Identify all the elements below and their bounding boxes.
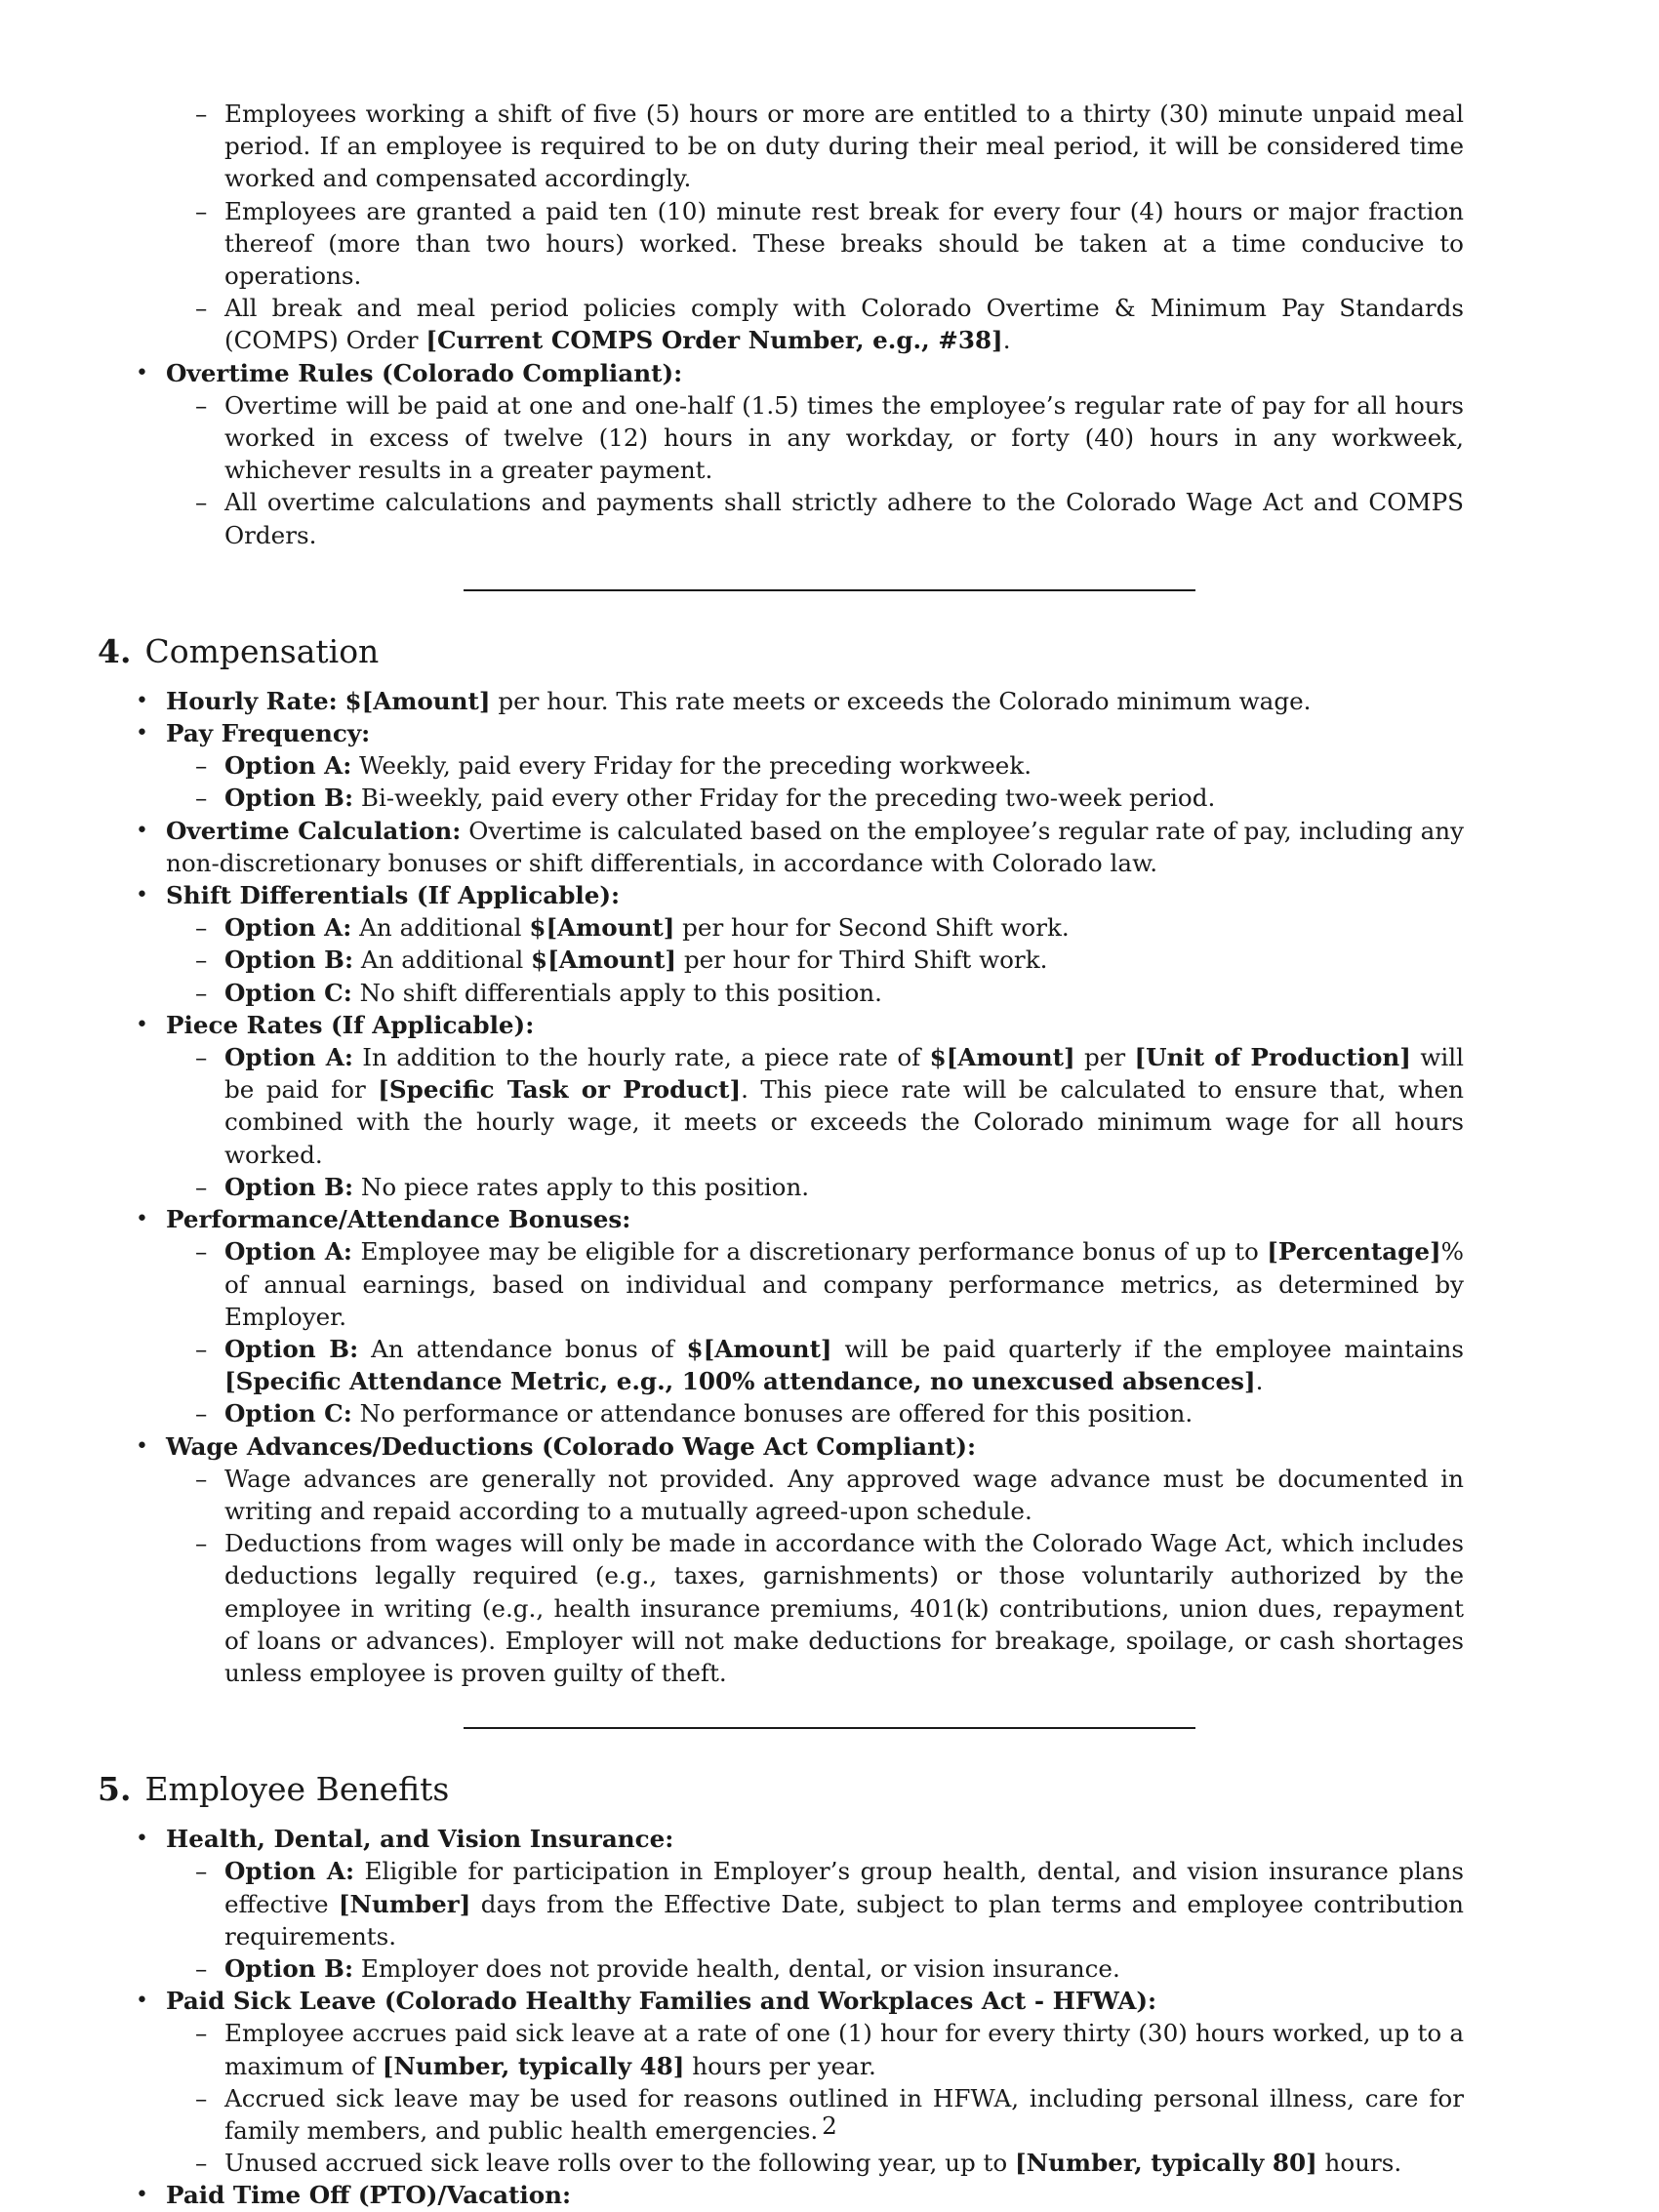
dash-bullet: – <box>195 1529 208 1558</box>
dash-bullet: – <box>195 2149 208 2178</box>
piece-option-b: – Option B: No piece rates apply to this position. <box>98 1171 1561 1203</box>
dash-bullet: – <box>195 2083 208 2112</box>
bonus-option-c: – Option C: No performance or attendance bonuses are offered for this position. <box>98 1397 1561 1429</box>
overtime-calculation-item: • Overtime Calculation: Overtime is calculated based on the employee’s regular rate of pay, including any non-discretionary bonuses or shift differentials, in accordance with Colorado law. <box>136 816 1465 877</box>
dash-bullet: – <box>195 978 208 1007</box>
pay-frequency-item: • Pay Frequency: <box>98 717 1561 749</box>
dash-bullet: – <box>195 1334 208 1363</box>
sick-leave-usage: – Accrued sick leave may be used for reasons outlined in HFWA, including personal illness, care for family members, and public health emergencies. <box>195 2083 1464 2145</box>
pay-option-a: – Option A: Weekly, paid every Friday for the preceding workweek. <box>98 749 1561 782</box>
overtime-rules-heading: Overtime Rules (Colorado Compliant): <box>166 358 683 387</box>
pay-option-b: – Option B: Bi-weekly, paid every other Friday for the preceding two-week period. <box>98 782 1561 814</box>
shift-differentials-item: • Shift Differentials (If Applicable): <box>98 879 1561 911</box>
sick-leave-rollover: – Unused accrued sick leave rolls over to the following year, up to [Number, typically 80] hours. <box>98 2147 1561 2179</box>
comps-compliance-item: – All break and meal period policies comply with Colorado Overtime & Minimum Pay Standards (COMPS) Order [Current COMPS Order Number, e.g., #38]. <box>195 294 1464 355</box>
pto-vacation-item: • Paid Time Off (PTO)/Vacation: <box>98 2179 1561 2211</box>
bullet: • <box>136 1207 148 1232</box>
section-divider <box>464 589 1195 591</box>
bullet: • <box>136 1433 148 1459</box>
dash-bullet: – <box>195 1237 208 1267</box>
bullet: • <box>136 721 148 746</box>
dash-bullet: – <box>195 751 208 781</box>
dash-bullet: – <box>195 2019 208 2048</box>
wage-advance-policy: – Wage advances are generally not provided. Any approved wage advance must be documented in writing and repaid according to a mutually agreed-upon schedule. <box>195 1464 1464 1525</box>
overtime-rate-item: – Overtime will be paid at one and one-half (1.5) times the employee’s regular rate of pay for all hours worked in excess of twelve (12) hours in any workday, or forty (40) hours in any workweek, whichever results in a greater payment. <box>195 390 1464 485</box>
dash-bullet: – <box>195 1172 208 1201</box>
page-number: 2 <box>822 2111 837 2140</box>
dash-bullet: – <box>195 913 208 943</box>
meal-break-item-1: – Employees working a shift of five (5) hours or more are entitled to a thirty (30) minute unpaid meal period. If an employee is required to be on duty during their meal period, it will be considered time worked and compensated accordingly. <box>195 100 1464 193</box>
page-content <box>98 98 1561 2212</box>
health-insurance-item: • Health, Dental, and Vision Insurance: <box>98 1823 1561 1855</box>
bullet: • <box>136 688 148 713</box>
dash-bullet: – <box>195 945 208 975</box>
dash-bullet: – <box>195 294 208 323</box>
section-divider <box>464 1727 1195 1729</box>
bullet: • <box>136 2183 148 2208</box>
piece-rates-item: • Piece Rates (If Applicable): <box>98 1009 1561 1041</box>
health-option-a: – Option A: Eligible for participation in Employer’s group health, dental, and vision insurance plans effective [Number] days from the Effective Date, subject to plan terms and employee contribution requirements. <box>195 1857 1464 1951</box>
paid-sick-leave-item: • Paid Sick Leave (Colorado Healthy Families and Workplaces Act - HFWA): <box>98 1985 1561 2017</box>
overtime-rules-item <box>98 357 1561 389</box>
dash-bullet: – <box>195 1043 208 1072</box>
overtime-compliance-item: – All overtime calculations and payments shall strictly adhere to the Colorado Wage Act and COMPS Orders. <box>195 488 1464 549</box>
bonus-option-b: – Option B: An attendance bonus of $[Amount] will be paid quarterly if the employee maintains [Specific Attendance Metric, e.g., 100% attendance, no unexcused absences]. <box>195 1334 1464 1396</box>
bullet: • <box>136 1012 148 1037</box>
wage-deduction-policy: – Deductions from wages will only be made in accordance with the Colorado Wage Act, which includes deductions legally required (e.g., taxes, garnishments) or those voluntarily authorized by the employee in writing (e.g., health insurance premiums, 401(k) contributions, union dues, repayment of loans or advances). Employer will not make deductions for breakage, spoilage, or cash shortages unless employee is proven guilty of theft. <box>195 1529 1464 1687</box>
dash-bullet: – <box>195 390 208 420</box>
hourly-rate-item: • Hourly Rate: $[Amount] per hour. This rate meets or exceeds the Colorado minimum wage. <box>98 685 1561 717</box>
dash-bullet: – <box>195 1857 208 1886</box>
shift-option-a: – Option A: An additional $[Amount] per hour for Second Shift work. <box>98 911 1561 944</box>
bullet: • <box>136 1989 148 2014</box>
section-heading-compensation: 4. Compensation <box>98 631 380 670</box>
rest-break-item: – Employees are granted a paid ten (10) minute rest break for every four (4) hours or major fraction thereof (more than two hours) worked. These breaks should be taken at a time conducive to operations. <box>195 196 1464 291</box>
wage-advances-item: • Wage Advances/Deductions (Colorado Wage Act Compliant): <box>98 1430 1561 1463</box>
health-option-b: – Option B: Employer does not provide health, dental, or vision insurance. <box>98 1952 1561 1985</box>
comps-order-placeholder: [Current COMPS Order Number, e.g., #38] <box>425 326 1003 355</box>
dash-bullet: – <box>195 100 208 128</box>
section-heading-employee-benefits: 5. Employee Benefits <box>98 1770 450 1809</box>
dash-bullet: – <box>195 196 208 225</box>
bullet: • <box>136 883 148 908</box>
piece-option-a: – Option A: In addition to the hourly rate, a piece rate of $[Amount] per [Unit of Production] will be paid for [Specific Task or Product]. This piece rate will be calculated to ensure that, when combined with the hourly wage, it meets or exceeds the Colorado minimum wage for all hours worked. <box>195 1043 1465 1169</box>
dash-bullet: – <box>195 1953 208 1983</box>
sick-leave-accrual: – Employee accrues paid sick leave at a rate of one (1) hour for every thirty (30) hours worked, up to a maximum of [Number, typically 48] hours per year. <box>195 2019 1464 2080</box>
bullet: • <box>136 818 148 843</box>
dash-bullet: – <box>195 1399 208 1428</box>
dash-bullet: – <box>195 784 208 813</box>
bullet: • <box>136 1827 148 1852</box>
dash-bullet: – <box>195 488 208 517</box>
bullet: • <box>136 360 148 385</box>
bonuses-item: • Performance/Attendance Bonuses: <box>98 1203 1561 1235</box>
dash-bullet: – <box>195 1464 208 1493</box>
shift-option-b: – Option B: An additional $[Amount] per hour for Third Shift work. <box>98 944 1561 976</box>
shift-option-c: – Option C: No shift differentials apply to this position. <box>98 977 1561 1009</box>
bonus-option-a: – Option A: Employee may be eligible for a discretionary performance bonus of up to [Percentage]% of annual earnings, based on individual and company performance metrics, as determined by Employer. <box>195 1237 1464 1331</box>
